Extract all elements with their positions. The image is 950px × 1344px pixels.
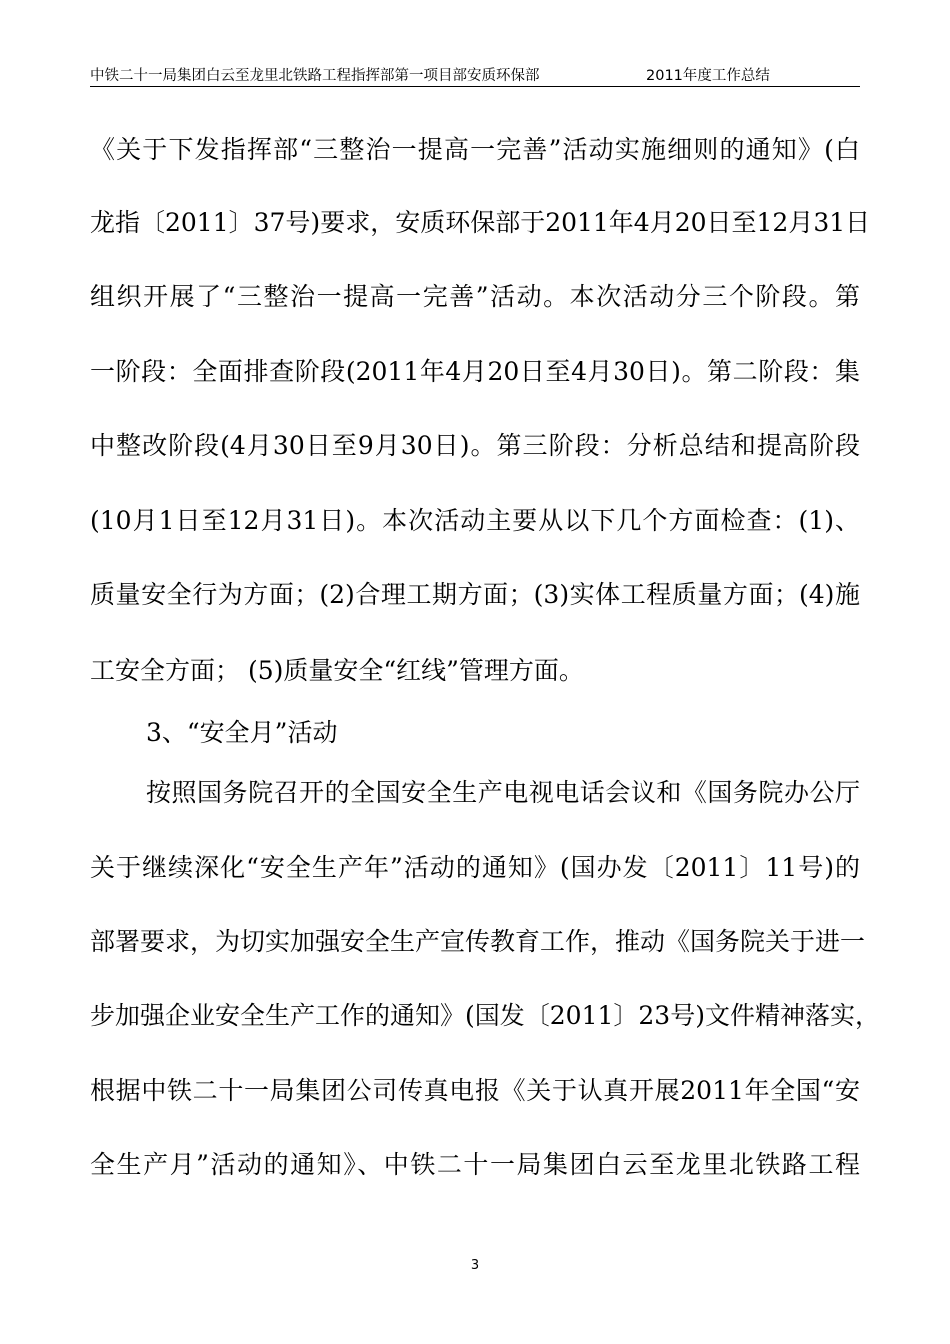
body-line: 步加强企业安全生产工作的通知》(国发〔2011〕23号)文件精神落实， [90, 1001, 880, 1030]
paragraph-first-line: 按照国务院召开的全国安全生产电视电话会议和《国务院办公厅 [146, 778, 860, 807]
body-line: 《关于下发指挥部“三整治一提高一完善”活动实施细则的通知》(白 [90, 135, 860, 164]
body-line: (10月1日至12月31日)。本次活动主要从以下几个方面检查：(1)、 [90, 506, 860, 535]
page-number: 3 [470, 1258, 480, 1273]
header-organization: 中铁二十一局集团白云至龙里北铁路工程指挥部第一项目部安质环保部 [90, 68, 540, 84]
body-line: 根据中铁二十一局集团公司传真电报《关于认真开展2011年全国“安 [90, 1076, 860, 1105]
section-heading: 3、“安全月”活动 [146, 718, 338, 747]
header-document-title: 2011年度工作总结 [646, 68, 770, 84]
body-line: 部署要求，为切实加强安全生产宣传教育工作，推动《国务院关于进一 [90, 927, 866, 956]
body-line: 全生产月”活动的通知》、中铁二十一局集团白云至龙里北铁路工程 [90, 1150, 860, 1179]
body-line: 工安全方面； (5)质量安全“红线”管理方面。 [90, 656, 584, 685]
body-line: 龙指〔2011〕37号)要求，安质环保部于2011年4月20日至12月31日 [90, 208, 871, 237]
page-header [90, 60, 860, 87]
body-line: 中整改阶段(4月30日至9月30日)。第三阶段：分析总结和提高阶段 [90, 431, 860, 460]
body-line: 质量安全行为方面；(2)合理工期方面；(3)实体工程质量方面；(4)施 [90, 580, 860, 609]
body-line: 一阶段：全面排查阶段(2011年4月20日至4月30日)。第二阶段：集 [90, 357, 860, 386]
body-line: 组织开展了“三整治一提高一完善”活动。本次活动分三个阶段。第 [90, 282, 860, 311]
body-line: 关于继续深化“安全生产年”活动的通知》(国办发〔2011〕11号)的 [90, 853, 860, 882]
